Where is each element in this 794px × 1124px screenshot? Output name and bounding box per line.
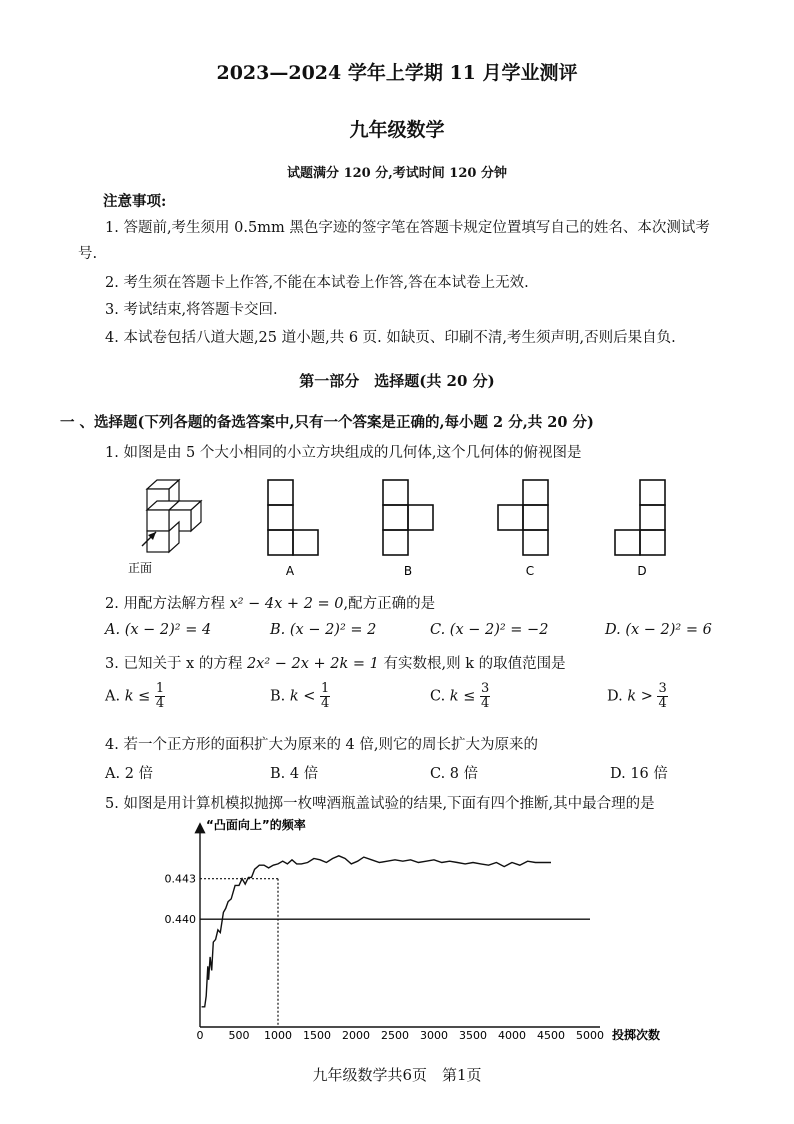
front-label: 正面 (128, 561, 153, 575)
q2-option-b: B. (x − 2)² = 2 (270, 622, 377, 638)
q3-prefix: 3. 已知关于 x 的方程 (105, 656, 247, 672)
q3-suffix: 有实数根,则 k 的取值范围是 (378, 656, 566, 672)
page-footer: 九年级数学共6页 第1页 (312, 1066, 482, 1084)
y-tick-label: 0.440 (164, 913, 196, 927)
option-b-label: B (403, 564, 413, 578)
notes-item-1: 1. 答题前,考生须用 0.5mm 黑色字迹的签字笔在答题卡规定位置填写自己的姓名、本次测试考号. (78, 220, 710, 262)
y-tick-label: 0.443 (164, 872, 196, 886)
series-line (202, 856, 551, 1007)
q3-option-c: C. k ≤ $\frac{3}{4}$ (430, 681, 490, 711)
frequency-chart (150, 815, 690, 1050)
q3-option-d: D. k > $\frac{3}{4}$ (607, 681, 667, 711)
x-tick-label: 3500 (459, 1029, 487, 1042)
option-c-label: C (525, 564, 535, 578)
q3-text (105, 652, 566, 673)
x-tick-label: 3000 (420, 1029, 448, 1042)
x-tick-label: 5000 (576, 1029, 604, 1042)
q3-equation: 2x² − 2x + 2k = 1 (246, 656, 379, 672)
q2-prefix: 2. 用配方法解方程 (105, 596, 230, 612)
notes-item-2: 2. 考生须在答题卡上作答,不能在本试卷上作答,答在本试卷上无效. (105, 275, 529, 291)
q1-figures (118, 475, 678, 580)
option-d-figure (615, 480, 665, 555)
x-tick-label: 0 (196, 1029, 204, 1042)
q2-option-a: A. (x − 2)² = 4 (105, 622, 212, 638)
q2-equation: x² − 4x + 2 = 0 (229, 596, 344, 612)
notes-item-3: 3. 考试结束,将答题卡交回. (105, 302, 278, 318)
q2-option-c: C. (x − 2)² = −2 (430, 622, 549, 638)
q4-option-b: B. 4 倍 (270, 766, 319, 782)
q4-text: 4. 若一个正方形的面积扩大为原来的 4 倍,则它的周长扩大为原来的 (105, 737, 538, 753)
option-d-label: D (637, 564, 647, 578)
x-tick-label: 4000 (498, 1029, 526, 1042)
y-axis-label: “凸面向上”的频率 (206, 818, 306, 832)
q3-option-a: A. k ≤ $\frac{1}{4}$ (105, 681, 165, 711)
x-tick-label: 4500 (537, 1029, 565, 1042)
x-tick-label: 1000 (264, 1029, 292, 1042)
notes-heading: 注意事项: (103, 193, 167, 210)
part1-heading: 第一部分 选择题(共 20 分) (299, 372, 495, 390)
x-tick-label: 1500 (303, 1029, 331, 1042)
option-b-figure (383, 480, 433, 555)
q4-option-a: A. 2 倍 (105, 766, 154, 782)
exam-title: 2023—2024 学年上学期 11 月学业测评 (216, 62, 578, 84)
q1-solid-figure (147, 480, 201, 552)
x-tick-label: 2000 (342, 1029, 370, 1042)
q2-option-d: D. (x − 2)² = 6 (605, 622, 712, 638)
exam-info: 试题满分 120 分,考试时间 120 分钟 (287, 166, 507, 181)
q5-text: 5. 如图是用计算机模拟抛掷一枚啤酒瓶盖试验的结果,下面有四个推断,其中最合理的是 (105, 796, 655, 812)
notes-item-4: 4. 本试卷包括八道大题,25 道小题,共 6 页. 如缺页、印刷不清,考生须声明,否则后果自负. (105, 330, 676, 346)
q4-option-d: D. 16 倍 (610, 766, 668, 782)
q2-text (105, 592, 435, 613)
option-a-label: A (285, 564, 295, 578)
q2-suffix: ,配方正确的是 (343, 596, 436, 612)
q1-text: 1. 如图是由 5 个大小相同的小立方块组成的几何体,这个几何体的俯视图是 (105, 445, 582, 461)
q3-option-b: B. k < $\frac{1}{4}$ (270, 681, 330, 711)
x-axis-label: 投掷次数 (612, 1028, 661, 1042)
section-heading: 一 、选择题(下列各题的备选答案中,只有一个答案是正确的,每小题 2 分,共 20 分) (60, 414, 594, 431)
x-tick-label: 500 (228, 1029, 250, 1042)
option-a-figure (268, 480, 318, 555)
exam-subject: 九年级数学 (349, 119, 445, 141)
x-tick-label: 2500 (381, 1029, 409, 1042)
option-c-figure (498, 480, 548, 555)
q4-option-c: C. 8 倍 (430, 766, 479, 782)
